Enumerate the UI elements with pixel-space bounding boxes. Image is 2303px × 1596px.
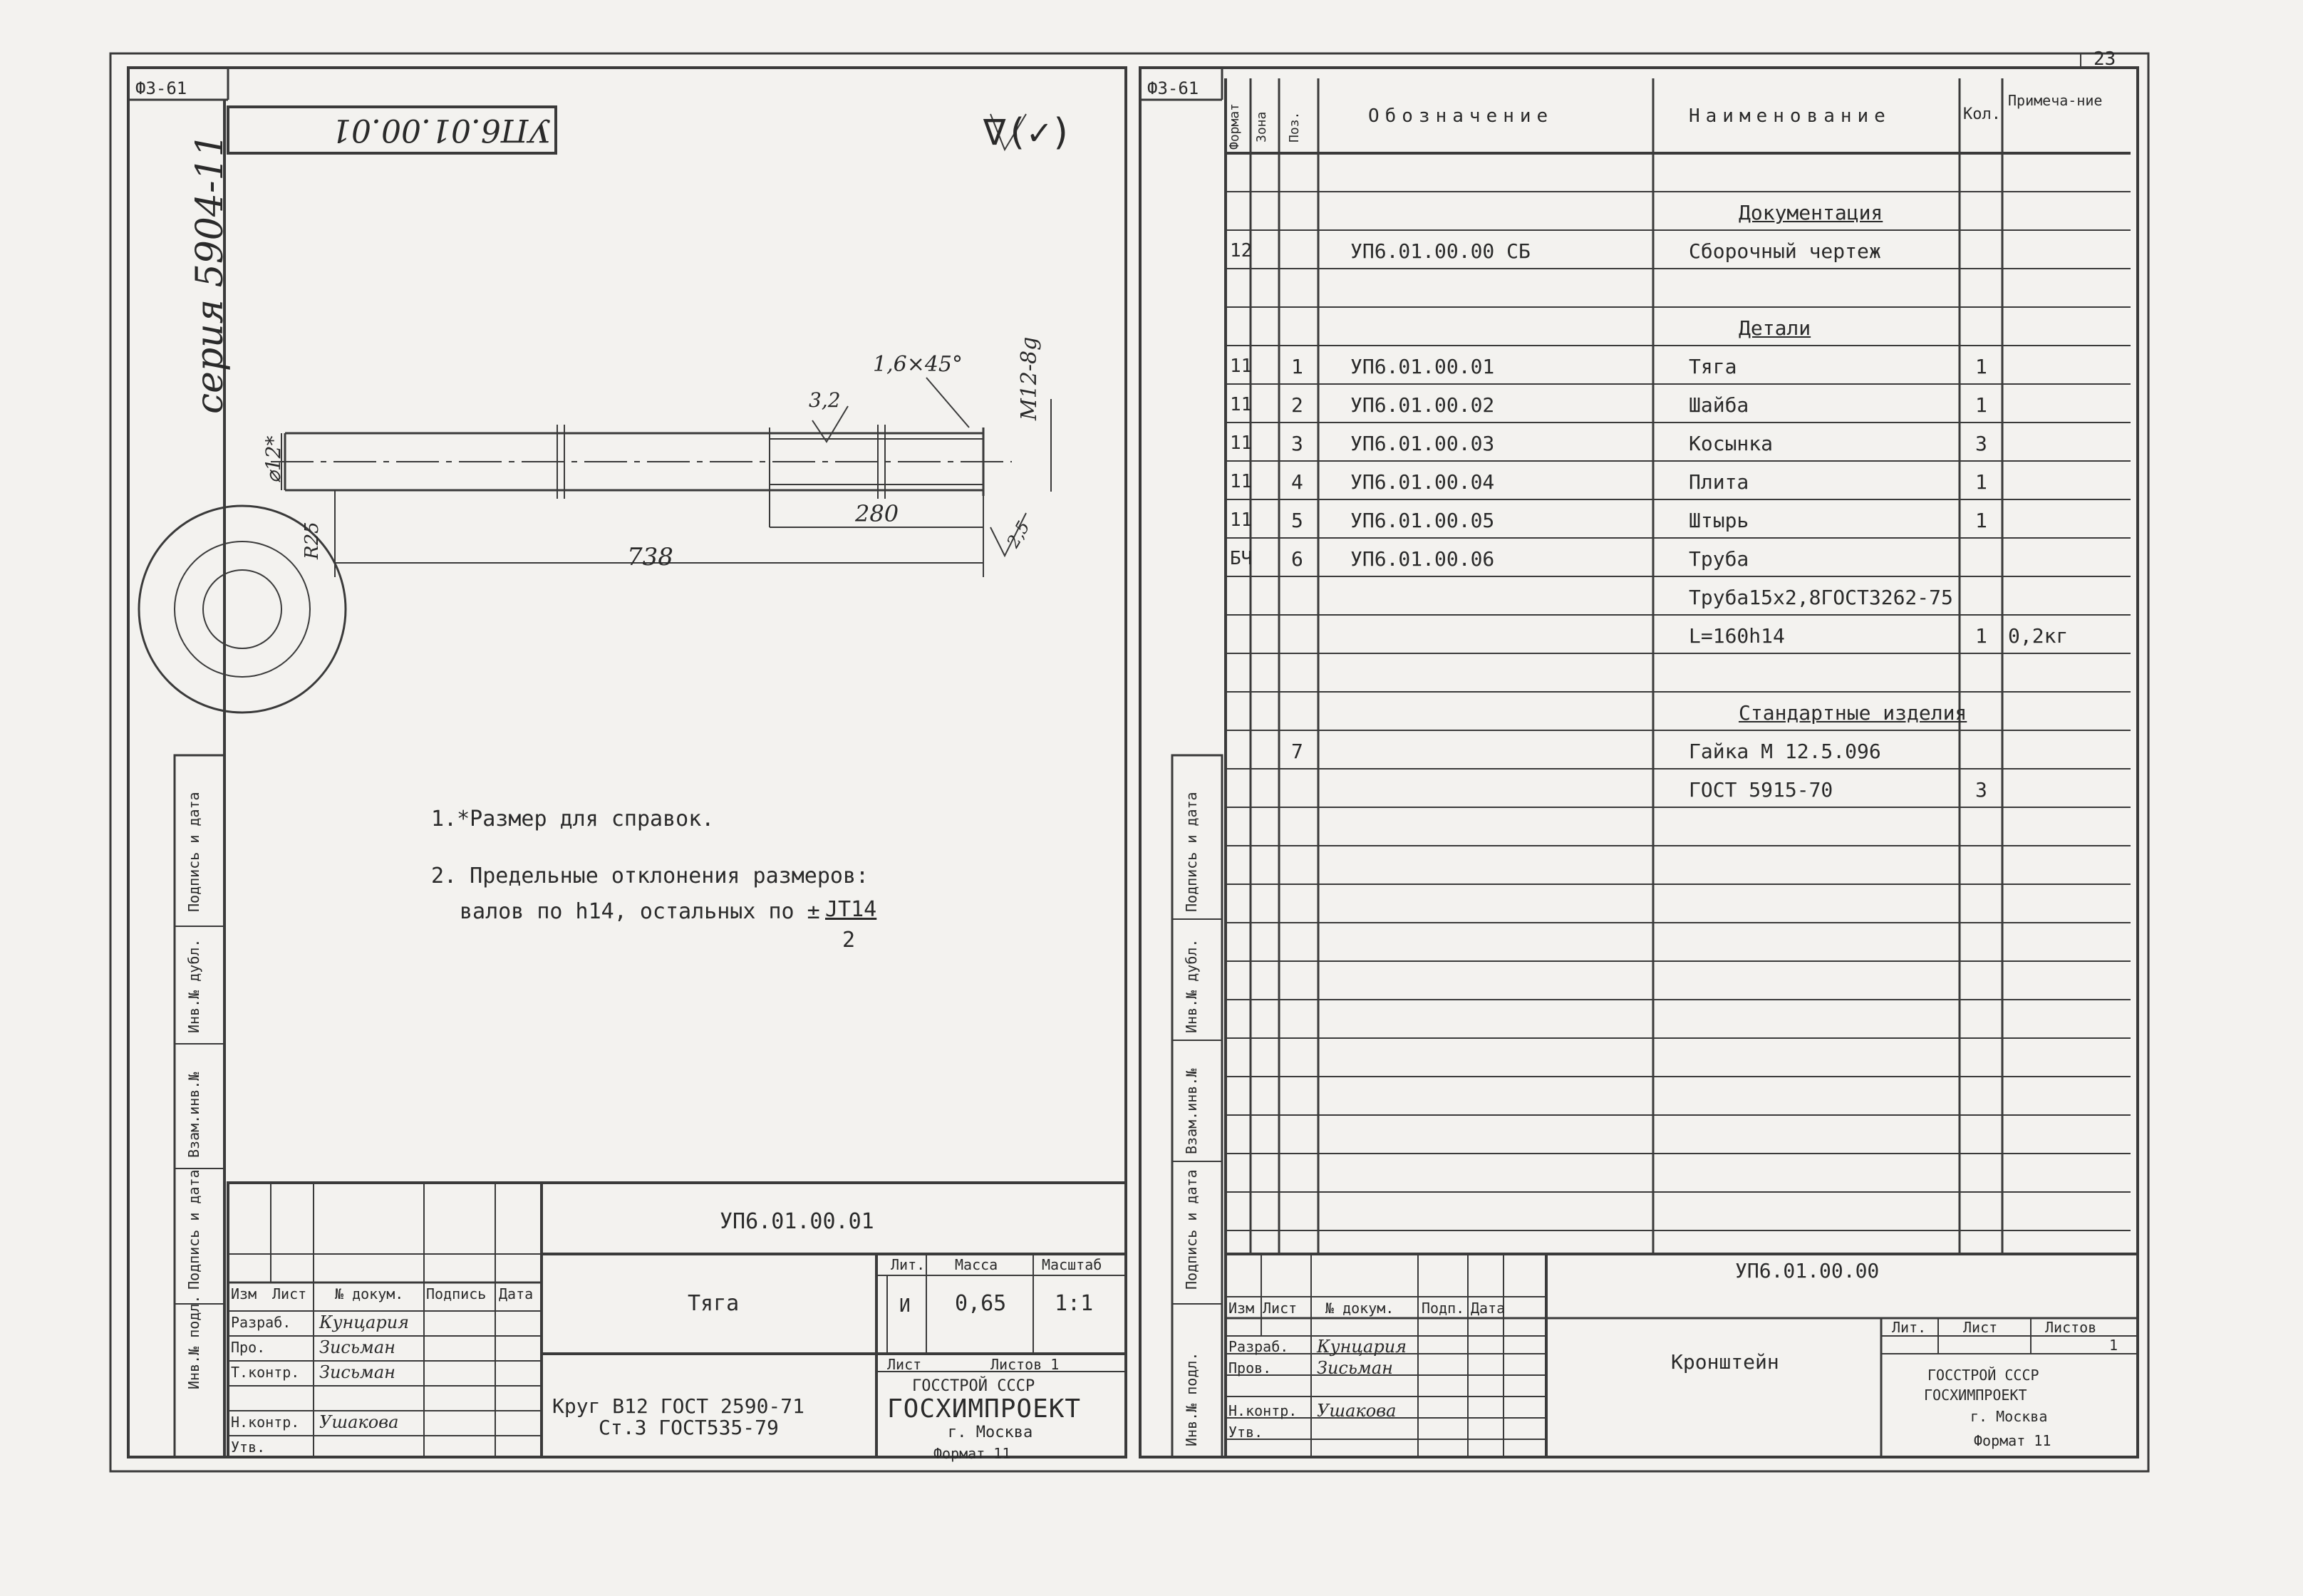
- row-qty: 1: [1975, 624, 1987, 648]
- tb-role: Про.: [231, 1339, 266, 1356]
- section-heading: Детали: [1739, 316, 1811, 340]
- hdr-pos: Поз.: [1287, 111, 1302, 142]
- rtb-col-date: Дата: [1471, 1300, 1506, 1317]
- page-number: 23: [2094, 48, 2116, 70]
- length-280-dim: 280: [855, 500, 899, 527]
- row-position: 5: [1291, 509, 1303, 532]
- rtb-role-name: Кунцария: [1317, 1337, 1407, 1357]
- row-name: Труба15х2,8ГОСТ3262-75: [1689, 586, 1953, 609]
- hdr-name: Наименование: [1689, 105, 1891, 127]
- rtb-role: Утв.: [1228, 1424, 1263, 1441]
- tb-role-name: Кунцария: [319, 1312, 410, 1332]
- rtb-col-list: Лист: [1263, 1300, 1298, 1317]
- roughness-32: 3,2: [809, 388, 841, 412]
- row-designation: УП6.01.00.01: [1350, 355, 1495, 378]
- note-1: 1.*Размер для справок.: [431, 807, 715, 831]
- row-qty: 1: [1975, 393, 1987, 417]
- rtb-sheets-value: 1: [2109, 1337, 2118, 1354]
- row-qty: 1: [1975, 355, 1987, 378]
- row-format: 12: [1230, 240, 1253, 261]
- rotated-designation: УП6.01.00.01: [331, 112, 552, 148]
- tb-col-date: Дата: [499, 1285, 534, 1302]
- general-roughness-mark: ∇(✓): [983, 111, 1073, 154]
- rstamp-signature-date-1: Подпись и дата: [1183, 1169, 1200, 1290]
- tb-scale-value: 1:1: [1055, 1291, 1094, 1316]
- rtb-org-3: г. Москва: [1970, 1408, 2048, 1425]
- row-position: 4: [1291, 470, 1303, 494]
- tb-sheet-label: Лист: [887, 1356, 922, 1373]
- tb-lit-value: И: [899, 1295, 911, 1317]
- rtb-hdr-lit: Лит.: [1892, 1319, 1927, 1336]
- tb-material-2: Ст.3 ГОСТ535-79: [599, 1416, 779, 1439]
- tb-format: Формат 11: [933, 1445, 1011, 1462]
- rtb-role-name: Зисьман: [1317, 1358, 1393, 1378]
- rtb-col-sign: Подп.: [1422, 1300, 1465, 1317]
- tb-col-izm: Изм: [231, 1285, 257, 1302]
- tb-hdr-scale: Масштаб: [1042, 1256, 1102, 1273]
- note-2-denominator: 2: [842, 928, 856, 953]
- hdr-designation: Обозначение: [1368, 105, 1554, 127]
- rtb-col-izm: Изм: [1228, 1300, 1255, 1317]
- row-note: 0,2кг: [2008, 624, 2069, 648]
- tb-designation: УП6.01.00.01: [720, 1209, 874, 1234]
- tb-mass-value: 0,65: [955, 1291, 1007, 1316]
- row-designation: УП6.01.00.00 СБ: [1350, 239, 1531, 263]
- row-name: Косынка: [1689, 432, 1774, 455]
- row-qty: 3: [1975, 432, 1987, 455]
- row-format: 11: [1230, 394, 1253, 415]
- section-heading: Документация: [1739, 201, 1883, 224]
- stamp-inv-podl: Инв.№ подл.: [185, 1295, 202, 1389]
- tb-org-2: ГОСХИМПРОЕКТ: [887, 1394, 1082, 1424]
- rstamp-inv-dubl: Инв.№ дубл.: [1183, 938, 1200, 1033]
- tb-col-doc: № докум.: [335, 1285, 404, 1302]
- length-738-dim: 738: [627, 543, 673, 571]
- row-designation: УП6.01.00.06: [1350, 547, 1495, 571]
- row-position: 3: [1291, 432, 1303, 455]
- row-format: 11: [1230, 432, 1253, 454]
- rtb-hdr-sheets: Листов: [2045, 1319, 2097, 1336]
- row-name: L=160h14: [1689, 624, 1785, 648]
- tb-role: Т.контр.: [231, 1364, 300, 1381]
- stamp-signature-date-1: Подпись и дата: [185, 1169, 202, 1290]
- row-qty: 1: [1975, 509, 1987, 532]
- note-2-tolerance: JT14: [825, 897, 877, 922]
- row-designation: УП6.01.00.03: [1350, 432, 1495, 455]
- right-format-code: Ф3-61: [1147, 78, 1199, 98]
- row-designation: УП6.01.00.04: [1350, 470, 1495, 494]
- tb-role-name: Ушакова: [319, 1412, 399, 1432]
- row-name: ГОСТ 5915-70: [1689, 778, 1833, 802]
- tb-role: Н.контр.: [231, 1414, 300, 1431]
- diameter-dim: ⌀12*: [262, 435, 285, 483]
- tb-role-name: Зисьман: [319, 1362, 395, 1382]
- rtb-hdr-sheet: Лист: [1963, 1319, 1998, 1336]
- row-name: Шайба: [1689, 393, 1749, 417]
- roughness-25: 2,5: [1003, 517, 1034, 551]
- rtb-col-doc: № докум.: [1325, 1300, 1394, 1317]
- tb-hdr-lit: Лит.: [891, 1256, 926, 1273]
- rtb-assembly-name: Кронштейн: [1671, 1350, 1779, 1374]
- tb-role: Разраб.: [231, 1314, 291, 1331]
- rtb-role: Н.контр.: [1228, 1402, 1298, 1419]
- row-position: 6: [1291, 547, 1303, 571]
- rstamp-inv-podl: Инв.№ подл.: [1183, 1352, 1200, 1446]
- radius-dim: R25: [301, 522, 323, 559]
- tb-hdr-mass: Масса: [955, 1256, 998, 1273]
- row-name: Сборочный чертеж: [1689, 239, 1881, 263]
- row-name: Тяга: [1689, 355, 1737, 378]
- row-format: 11: [1230, 356, 1253, 377]
- note-2: 2. Предельные отклонения размеров:: [431, 864, 869, 888]
- hdr-note: Примеча-ние: [2008, 92, 2103, 109]
- tb-part-name: Тяга: [688, 1291, 740, 1316]
- rtb-org-2: ГОСХИМПРОЕКТ: [1924, 1387, 2027, 1404]
- tb-org-1: ГОССТРОЙ СССР: [912, 1377, 1035, 1395]
- row-designation: УП6.01.00.02: [1350, 393, 1495, 417]
- hdr-qty: Кол.: [1963, 105, 2001, 123]
- row-position: 2: [1291, 393, 1303, 417]
- tb-col-list: Лист: [272, 1285, 307, 1302]
- left-format-code: Ф3-61: [135, 78, 187, 98]
- rtb-role: Разраб.: [1228, 1338, 1289, 1355]
- row-position: 7: [1291, 740, 1303, 763]
- hdr-zone: Зона: [1254, 111, 1269, 142]
- rstamp-signature-date-2: Подпись и дата: [1183, 792, 1200, 912]
- row-name: Плита: [1689, 470, 1749, 494]
- row-qty: 1: [1975, 470, 1987, 494]
- tb-role-name: Зисьман: [319, 1337, 395, 1357]
- series-handwritten: серия 5904-11: [189, 133, 232, 414]
- tb-org-3: г. Москва: [948, 1424, 1033, 1441]
- tb-material-1: Круг В12 ГОСТ 2590-71: [552, 1394, 805, 1418]
- tb-sheets-label: Листов 1: [990, 1356, 1060, 1373]
- chamfer-dim: 1,6×45°: [873, 352, 963, 377]
- stamp-signature-date-2: Подпись и дата: [185, 792, 202, 912]
- row-name: Гайка М 12.5.096: [1689, 740, 1881, 763]
- rtb-org-1: ГОССТРОЙ СССР: [1927, 1367, 2039, 1384]
- row-name: Штырь: [1689, 509, 1749, 532]
- section-heading: Стандартные изделия: [1739, 701, 1967, 725]
- row-format: 11: [1230, 509, 1253, 531]
- note-2-continued: валов по h14, остальных по ±: [460, 899, 820, 924]
- thread-dim: М12-8g: [1017, 336, 1042, 420]
- row-format: 11: [1230, 471, 1253, 492]
- rtb-format: Формат 11: [1974, 1432, 2051, 1449]
- stamp-vzam-inv: Взам.инв.№: [185, 1072, 202, 1158]
- tb-role: Утв.: [231, 1439, 266, 1456]
- rstamp-vzam-inv: Взам.инв.№: [1183, 1068, 1200, 1154]
- rtb-role: Пров.: [1228, 1359, 1272, 1377]
- stamp-inv-dubl: Инв.№ дубл.: [185, 938, 202, 1033]
- row-name: Труба: [1689, 547, 1749, 571]
- row-designation: УП6.01.00.05: [1350, 509, 1495, 532]
- row-format: БЧ: [1230, 548, 1253, 569]
- row-position: 1: [1291, 355, 1303, 378]
- row-qty: 3: [1975, 778, 1987, 802]
- tb-col-sign: Подпись: [426, 1285, 487, 1302]
- rtb-role-name: Ушакова: [1317, 1401, 1397, 1421]
- hdr-format: Формат: [1227, 103, 1242, 150]
- rtb-designation: УП6.01.00.00: [1735, 1259, 1880, 1282]
